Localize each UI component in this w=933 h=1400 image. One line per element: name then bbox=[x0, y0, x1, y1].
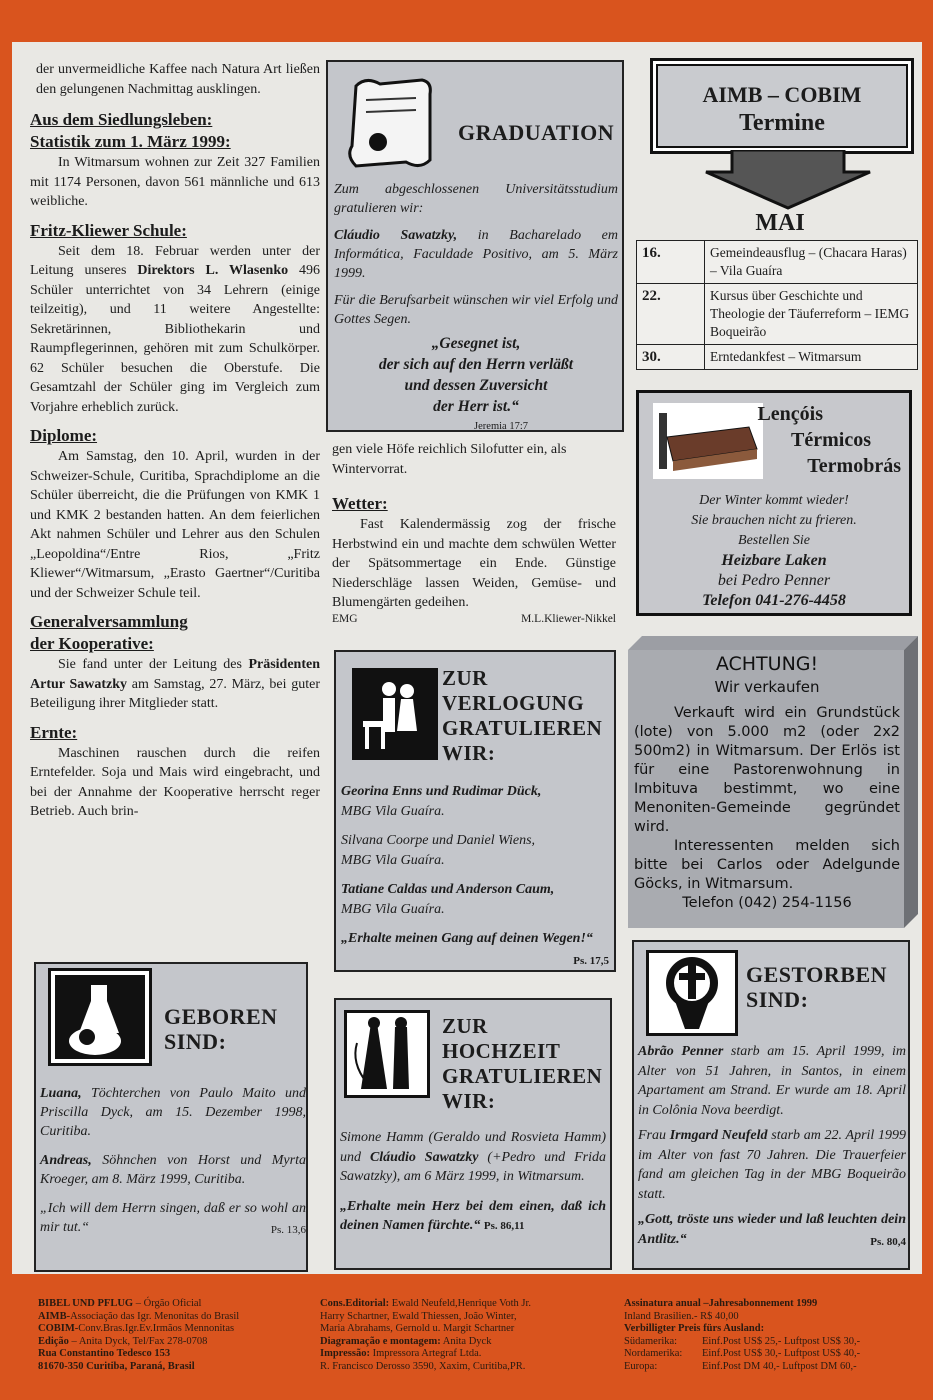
death-entry: Abrão Penner starb am 15. April 1999, im Alter von 51 Jahren, in Santos, in einem Apartament am Strand. Er wurde am 18. April in Colônia Nova beerdigt. bbox=[638, 1044, 906, 1118]
lencois-ad bbox=[636, 390, 912, 616]
achtung-title: ACHTUNG! bbox=[715, 653, 819, 675]
termine-event: Gemeindeausflug – (Chacara Haras) – Vila Guaíra bbox=[705, 241, 918, 284]
gestorben-box bbox=[632, 940, 910, 1270]
birth-entry: Andreas, Söhnchen von Horst und Myrta Kroeger, am 8. März 1999, Curitiba. bbox=[40, 1153, 306, 1187]
verlobung-verse: „Erhalte meinen Gang auf deinen Wegen!“ Ps. 17,5 bbox=[341, 931, 609, 967]
graduation-title: GRADUATION bbox=[458, 120, 615, 145]
diplome-text: Am Samstag, den 10. April, wurden in der Schweizer-Schule, Curitiba, Sprachdiplome an die Schüler überreicht, die die Prüfungen von KMK 1 und KMK 2 bestanden hatten. An dem feierlichen Akt nahmen Schüler und Lehrer aus den Schulen „Leopoldina“/Entre Rios, „Fritz Kliewer“/Witmarsum, „Erasto Gaertner“/Curitiba und der Schweizer Schule teil. bbox=[30, 449, 320, 601]
intro-text: der unvermeidliche Kaffee nach Natura Art ließen den gelungenen Nachmittag ausklingen. bbox=[36, 62, 320, 97]
graduation-entry: Cláudio Sawatzky, in Bacharelado em Informática, Faculdade Positivo, am 5. März 1999. bbox=[334, 228, 618, 281]
diploma-scroll-icon bbox=[336, 68, 446, 178]
gv-text: Sie fand unter der Leitung des Präsidenten Artur Sawatzky am Samstag, 27. März, bei guter Beteiligung ihrer Mitglieder statt. bbox=[30, 657, 320, 711]
couple-bench-icon bbox=[352, 668, 438, 760]
graduation-body bbox=[334, 180, 618, 436]
siedlung-heading: Aus dem Siedlungsleben: Statistik zum 1. März 1999: bbox=[30, 110, 231, 151]
graduation-box bbox=[326, 60, 624, 432]
middle-column-text bbox=[332, 440, 616, 625]
graduation-verse: „Gesegnet ist, der sich auf den Herrn verläßt und dessen Zuversicht der Herr ist.“ bbox=[378, 335, 574, 415]
graduation-ref: Jeremia 17:7 bbox=[474, 421, 528, 432]
geboren-verse: „Ich will dem Herrn singen, daß er so wohl an mir tut.“ Ps. 13,6 bbox=[40, 1201, 306, 1236]
achtung-phone: Telefon (042) 254-1156 bbox=[682, 895, 852, 911]
masthead-footer bbox=[30, 1298, 914, 1394]
schule-heading: Fritz-Kliewer Schule: bbox=[30, 220, 187, 240]
achtung-content bbox=[634, 652, 900, 913]
bed-icon bbox=[653, 403, 763, 479]
ernte-text: Maschinen rauschen durch die reifen Erntefelder. Soja und Mais wird eingebracht, und bei der Annahme der Kooperative herrscht reger Betrieb. Auch brin- bbox=[30, 745, 320, 819]
termine-event: Kursus über Geschichte und Theologie der Täuferreform – IEMG Boqueirão bbox=[705, 284, 918, 345]
termine-date: 16. bbox=[637, 241, 705, 284]
continued-text: gen viele Höfe reichlich Silofutter ein, als Wintervorrat. bbox=[332, 442, 567, 477]
footer-col-editorial: Cons.Editorial: Ewald Neufeld,Henrique Voth Jr. Harry Schartner, Ewald Thiessen, João Winter, Maria Abrahams, Gernold u. Margit Schartner Diagramação e montagem: Anita Dyck Impressão: Impressora Artegraf Ltda. R. Francisco Derosso 3590, Xaxim, Curitiba,PR. bbox=[320, 1298, 532, 1372]
achtung-contact: Interessenten melden sich bitte bei Carlos oder Adelgunde Göcks, in Witmarsum. bbox=[634, 838, 900, 892]
ernte-heading: Ernte: bbox=[30, 722, 78, 742]
termine-row bbox=[637, 241, 918, 284]
cross-wreath-icon bbox=[646, 950, 738, 1036]
termine-date: 30. bbox=[637, 345, 705, 370]
ad-text: Der Winter kommt wieder! Sie brauchen nicht zu frieren. Bestellen Sie Heizbare Laken bei Pedro Penner Telefon 041-276-4458 bbox=[691, 493, 857, 609]
birth-entry: Luana, Töchterchen von Paulo Maito und Priscilla Dyck, am 15. Dezember 1998, Curitiba. bbox=[40, 1086, 306, 1139]
wetter-signature: EMG M.L.Kliewer-Nikkel bbox=[332, 612, 616, 625]
graduation-intro: Zum abgeschlossenen Universitätsstudium gratulieren wir: bbox=[334, 182, 618, 216]
termine-header-inner: AIMB – COBIM Termine bbox=[656, 64, 908, 148]
verlobung-box bbox=[334, 650, 616, 972]
hochzeit-box bbox=[334, 998, 612, 1270]
diplome-heading: Diplome: bbox=[30, 426, 98, 445]
couple-entry: Tatiane Caldas und Anderson Caum, MBG Vila Guaíra. bbox=[341, 882, 555, 917]
schule-text: Seit dem 18. Februar werden unter der Leitung unseres Direktors L. Wlasenko 496 Schüler unterrichtet von 34 Lehrern (einige teilzeitig), und 11 weitere Angestellte: Sekretärinnen, Bibliothekarin und Raumpflegerinnen, gehören mit zum Schulkörper. 62 Schüler besuchen die Oberstufe. Die Gesamtzahl der Schüler ging im Vergleich zum Vorjahre erheblich zurück. bbox=[30, 243, 321, 415]
gestorben-title: GESTORBEN SIND: bbox=[746, 962, 888, 1012]
geboren-title: GEBOREN SIND: bbox=[164, 1004, 278, 1054]
termine-header bbox=[650, 58, 914, 154]
termine-table-wrap bbox=[636, 240, 918, 370]
achtung-subtitle: Wir verkaufen bbox=[714, 678, 820, 696]
termine-table bbox=[636, 240, 918, 370]
termine-month: MAI bbox=[755, 210, 805, 236]
wetter-heading: Wetter: bbox=[332, 494, 388, 513]
termine-date: 22. bbox=[637, 284, 705, 345]
gestorben-verse: „Gott, tröste uns wieder und laß leuchten dein Antlitz.“ Ps. 80,4 bbox=[638, 1212, 906, 1248]
hochzeit-verse: „Erhalte mein Herz bei dem einen, daß ich deinen Namen fürchte.“ Ps. 86,11 bbox=[340, 1198, 606, 1233]
siedlung-text: In Witmarsum wohnen zur Zeit 327 Familien mit 1174 Personen, davon 561 männliche und 613 weibliche. bbox=[30, 155, 320, 209]
achtung-box bbox=[628, 636, 918, 928]
hochzeit-body bbox=[340, 1128, 606, 1237]
death-entry: Frau Irmgard Neufeld starb am 22. April 1999 im Alter von fast 70 Jahren. Die Trauerfeier fand am gleichen Tag in der MBG Boqueirão statt. bbox=[638, 1128, 906, 1202]
footer-col-subscription: Assinatura anual –Jahresabonnement 1999 Inland Brasilien.- R$ 40,00 Verbilligter Preis fürs Ausland: Südamerika: Einf.Post US$ 25,- Luftpost US$ 30,- Nordamerika: Einf.Post US$ 30,- Luftpost US$ 40,- Europa: Einf.Post DM 40,- Luftpost DM 60,- bbox=[624, 1298, 861, 1372]
left-column bbox=[30, 60, 320, 822]
termine-event: Erntedankfest – Witmarsum bbox=[705, 345, 918, 370]
baby-icon bbox=[48, 968, 152, 1066]
ad-title: Lençóis Térmicos Termobrás bbox=[757, 403, 901, 477]
gestorben-body bbox=[638, 1042, 906, 1252]
couple-entry: Georina Enns und Rudimar Dück, MBG Vila Guaíra. bbox=[341, 784, 542, 819]
graduation-wish: Für die Berufsarbeit wünschen wir viel Erfolg und Gottes Segen. bbox=[334, 293, 618, 327]
wedding-icon bbox=[344, 1010, 430, 1098]
hochzeit-title: ZUR HOCHZEIT GRATULIEREN WIR: bbox=[442, 1014, 603, 1113]
footer-col-publisher: BIBEL UND PFLUG – Órgão Oficial AIMB-Associação das Igr. Menonitas do Brasil COBIM-Conv.Bras.Igr.Ev.Irmãos Mennonitas Edição – Anita Dyck, Tel/Fax 278-0708 Rua Constantino Tedesco 153 81670-350 Curitiba, Paraná, Brasil bbox=[38, 1298, 240, 1372]
couple-entry: Silvana Coorpe und Daniel Wiens, MBG Vila Guaíra. bbox=[341, 833, 536, 868]
achtung-text: Verkauft wird ein Grundstück (lote) von 5.000 m2 (oder 2x2 500m2) in Witmarsum. Der Erlös ist für eine Pastorenwohnung in Imbituva bestimmt, wo eine Menoniten-Gemeinde gegründet wird. bbox=[634, 705, 900, 835]
geboren-box bbox=[34, 962, 308, 1272]
verlobung-body bbox=[341, 782, 609, 971]
termine-arrow-icon bbox=[700, 150, 876, 212]
gv-heading: Generalversammlung der Kooperative: bbox=[30, 612, 188, 653]
wedding-entry: Simone Hamm (Geraldo und Rosvieta Hamm) und Cláudio Sawatzky (+Pedro und Frida Sawatzky), am 6 März 1999, in Witmarsum. bbox=[340, 1130, 606, 1184]
termine-row bbox=[637, 284, 918, 345]
termine-row bbox=[637, 345, 918, 370]
geboren-entries bbox=[40, 1084, 306, 1240]
wetter-text: Fast Kalendermässig zog der frische Herbstwind ein und machte dem schwülen Wetter der Spätsommertage ein Ende. Günstige Niederschläge lassen Weiden, Gemüse- und Blumengärten gedeihen. bbox=[332, 517, 616, 610]
verlobung-title: ZUR VERLOGUNG GRATULIEREN WIR: bbox=[442, 666, 603, 765]
